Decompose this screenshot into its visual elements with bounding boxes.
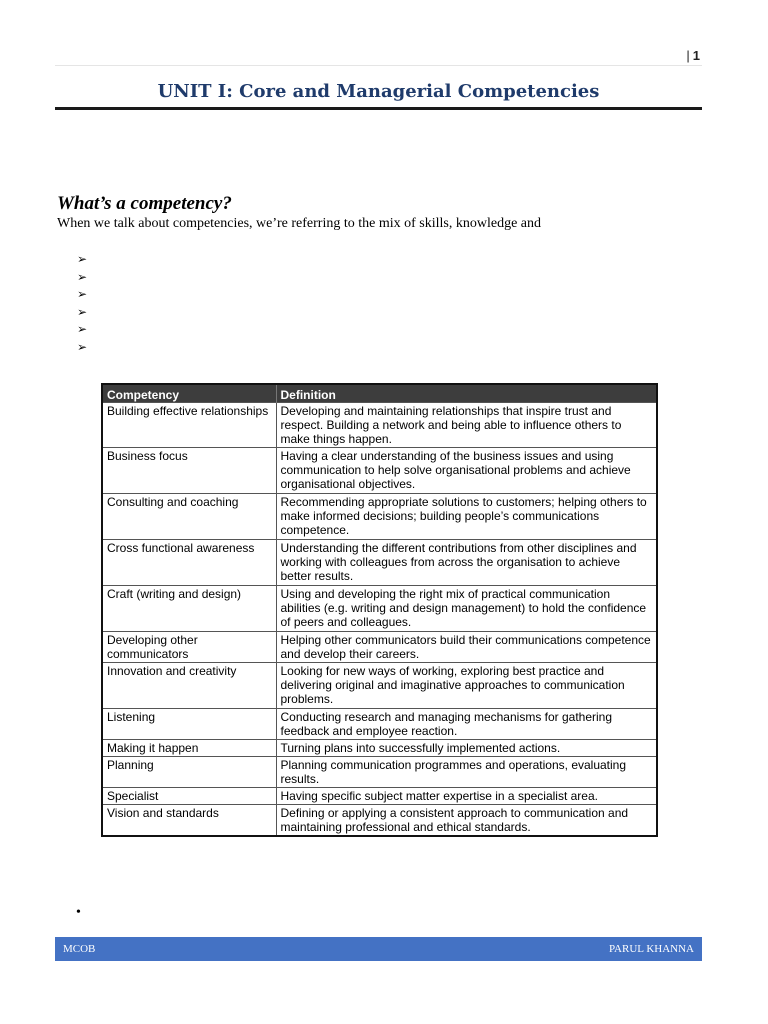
table-row: [102, 709, 657, 740]
table-row: [102, 448, 657, 494]
arrow-bullet: ➢: [77, 252, 88, 266]
definition-cell: Conducting research and managing mechanisms for gathering feedback and employee reaction.: [276, 709, 657, 740]
definition-cell: Having specific subject matter expertise in a specialist area.: [276, 788, 657, 805]
competency-cell: Developing other communicators: [102, 632, 276, 663]
definition-cell: Helping other communicators build their communications competence and develop their careers.: [276, 632, 657, 663]
competency-cell: Planning: [102, 757, 276, 788]
definition-cell: Developing and maintaining relationships that inspire trust and respect. Building a network and being able to influence others to make things happen.: [276, 403, 657, 448]
definition-cell: Looking for new ways of working, exploring best practice and delivering original and imaginative approaches to communication problems.: [276, 663, 657, 709]
table-header-row: [102, 384, 657, 403]
table-row: [102, 540, 657, 586]
table-row: [102, 586, 657, 632]
competency-cell: Listening: [102, 709, 276, 740]
competency-cell: Consulting and coaching: [102, 494, 276, 540]
page-number-value: 1: [692, 48, 700, 63]
competency-cell: Innovation and creativity: [102, 663, 276, 709]
competency-cell: Building effective relationships: [102, 403, 276, 448]
table-row: [102, 663, 657, 709]
competency-cell: Vision and standards: [102, 805, 276, 837]
table-row: [102, 757, 657, 788]
footer-course-code: MCOB: [63, 943, 96, 955]
definition-cell: Using and developing the right mix of practical communication abilities (e.g. writing and design management) to hold the confidence of peers and colleagues.: [276, 586, 657, 632]
footer-author: PARUL KHANNA: [608, 943, 694, 955]
arrow-bullet: ➢: [77, 304, 88, 319]
arrow-bullet: ➢: [77, 269, 88, 284]
arrow-bullet: ➢: [77, 339, 88, 354]
arrow-bullet: ➢: [77, 322, 88, 336]
table-row: [102, 403, 657, 448]
title-underline: [55, 107, 702, 110]
competency-cell: Cross functional awareness: [102, 540, 276, 586]
header-divider: [55, 65, 702, 66]
definition-cell: Recommending appropriate solutions to customers; helping others to make informed decisions; building people’s communications competence.: [276, 494, 657, 540]
page-number-separator: |: [686, 48, 690, 63]
competency-cell: Craft (writing and design): [102, 586, 276, 632]
competency-cell: Business focus: [102, 448, 276, 494]
table-row: [102, 788, 657, 805]
definition-cell: Turning plans into successfully implemented actions.: [276, 740, 657, 757]
table-row: [102, 494, 657, 540]
competency-cell: Making it happen: [102, 740, 276, 757]
column-header-competency: Competency: [102, 384, 276, 403]
page-title: UNIT I: Core and Managerial Competencies: [157, 81, 600, 102]
table-row: [102, 805, 657, 837]
definition-cell: Understanding the different contributions from other disciplines and working with colleagues from across the organisation to achieve better results.: [276, 540, 657, 586]
definition-cell: Having a clear understanding of the business issues and using communication to help solve organisational problems and achieve organisational objectives.: [276, 448, 657, 494]
table-row: [102, 632, 657, 663]
column-header-definition: Definition: [276, 384, 657, 403]
definition-cell: Defining or applying a consistent approach to communication and maintaining professional and ethical standards.: [276, 805, 657, 837]
trailing-bullet: •: [76, 905, 81, 920]
arrow-bullet: ➢: [77, 287, 88, 301]
intro-paragraph: When we talk about competencies, we’re referring to the mix of skills, knowledge and: [57, 216, 542, 231]
section-heading: What’s a competency?: [57, 193, 232, 214]
competency-cell: Specialist: [102, 788, 276, 805]
arrow-bullet-list: [77, 251, 87, 356]
table-row: [102, 740, 657, 757]
definition-cell: Planning communication programmes and operations, evaluating results.: [276, 757, 657, 788]
page-footer: [55, 937, 702, 961]
competency-table: [101, 383, 658, 837]
page-number: [686, 48, 700, 63]
